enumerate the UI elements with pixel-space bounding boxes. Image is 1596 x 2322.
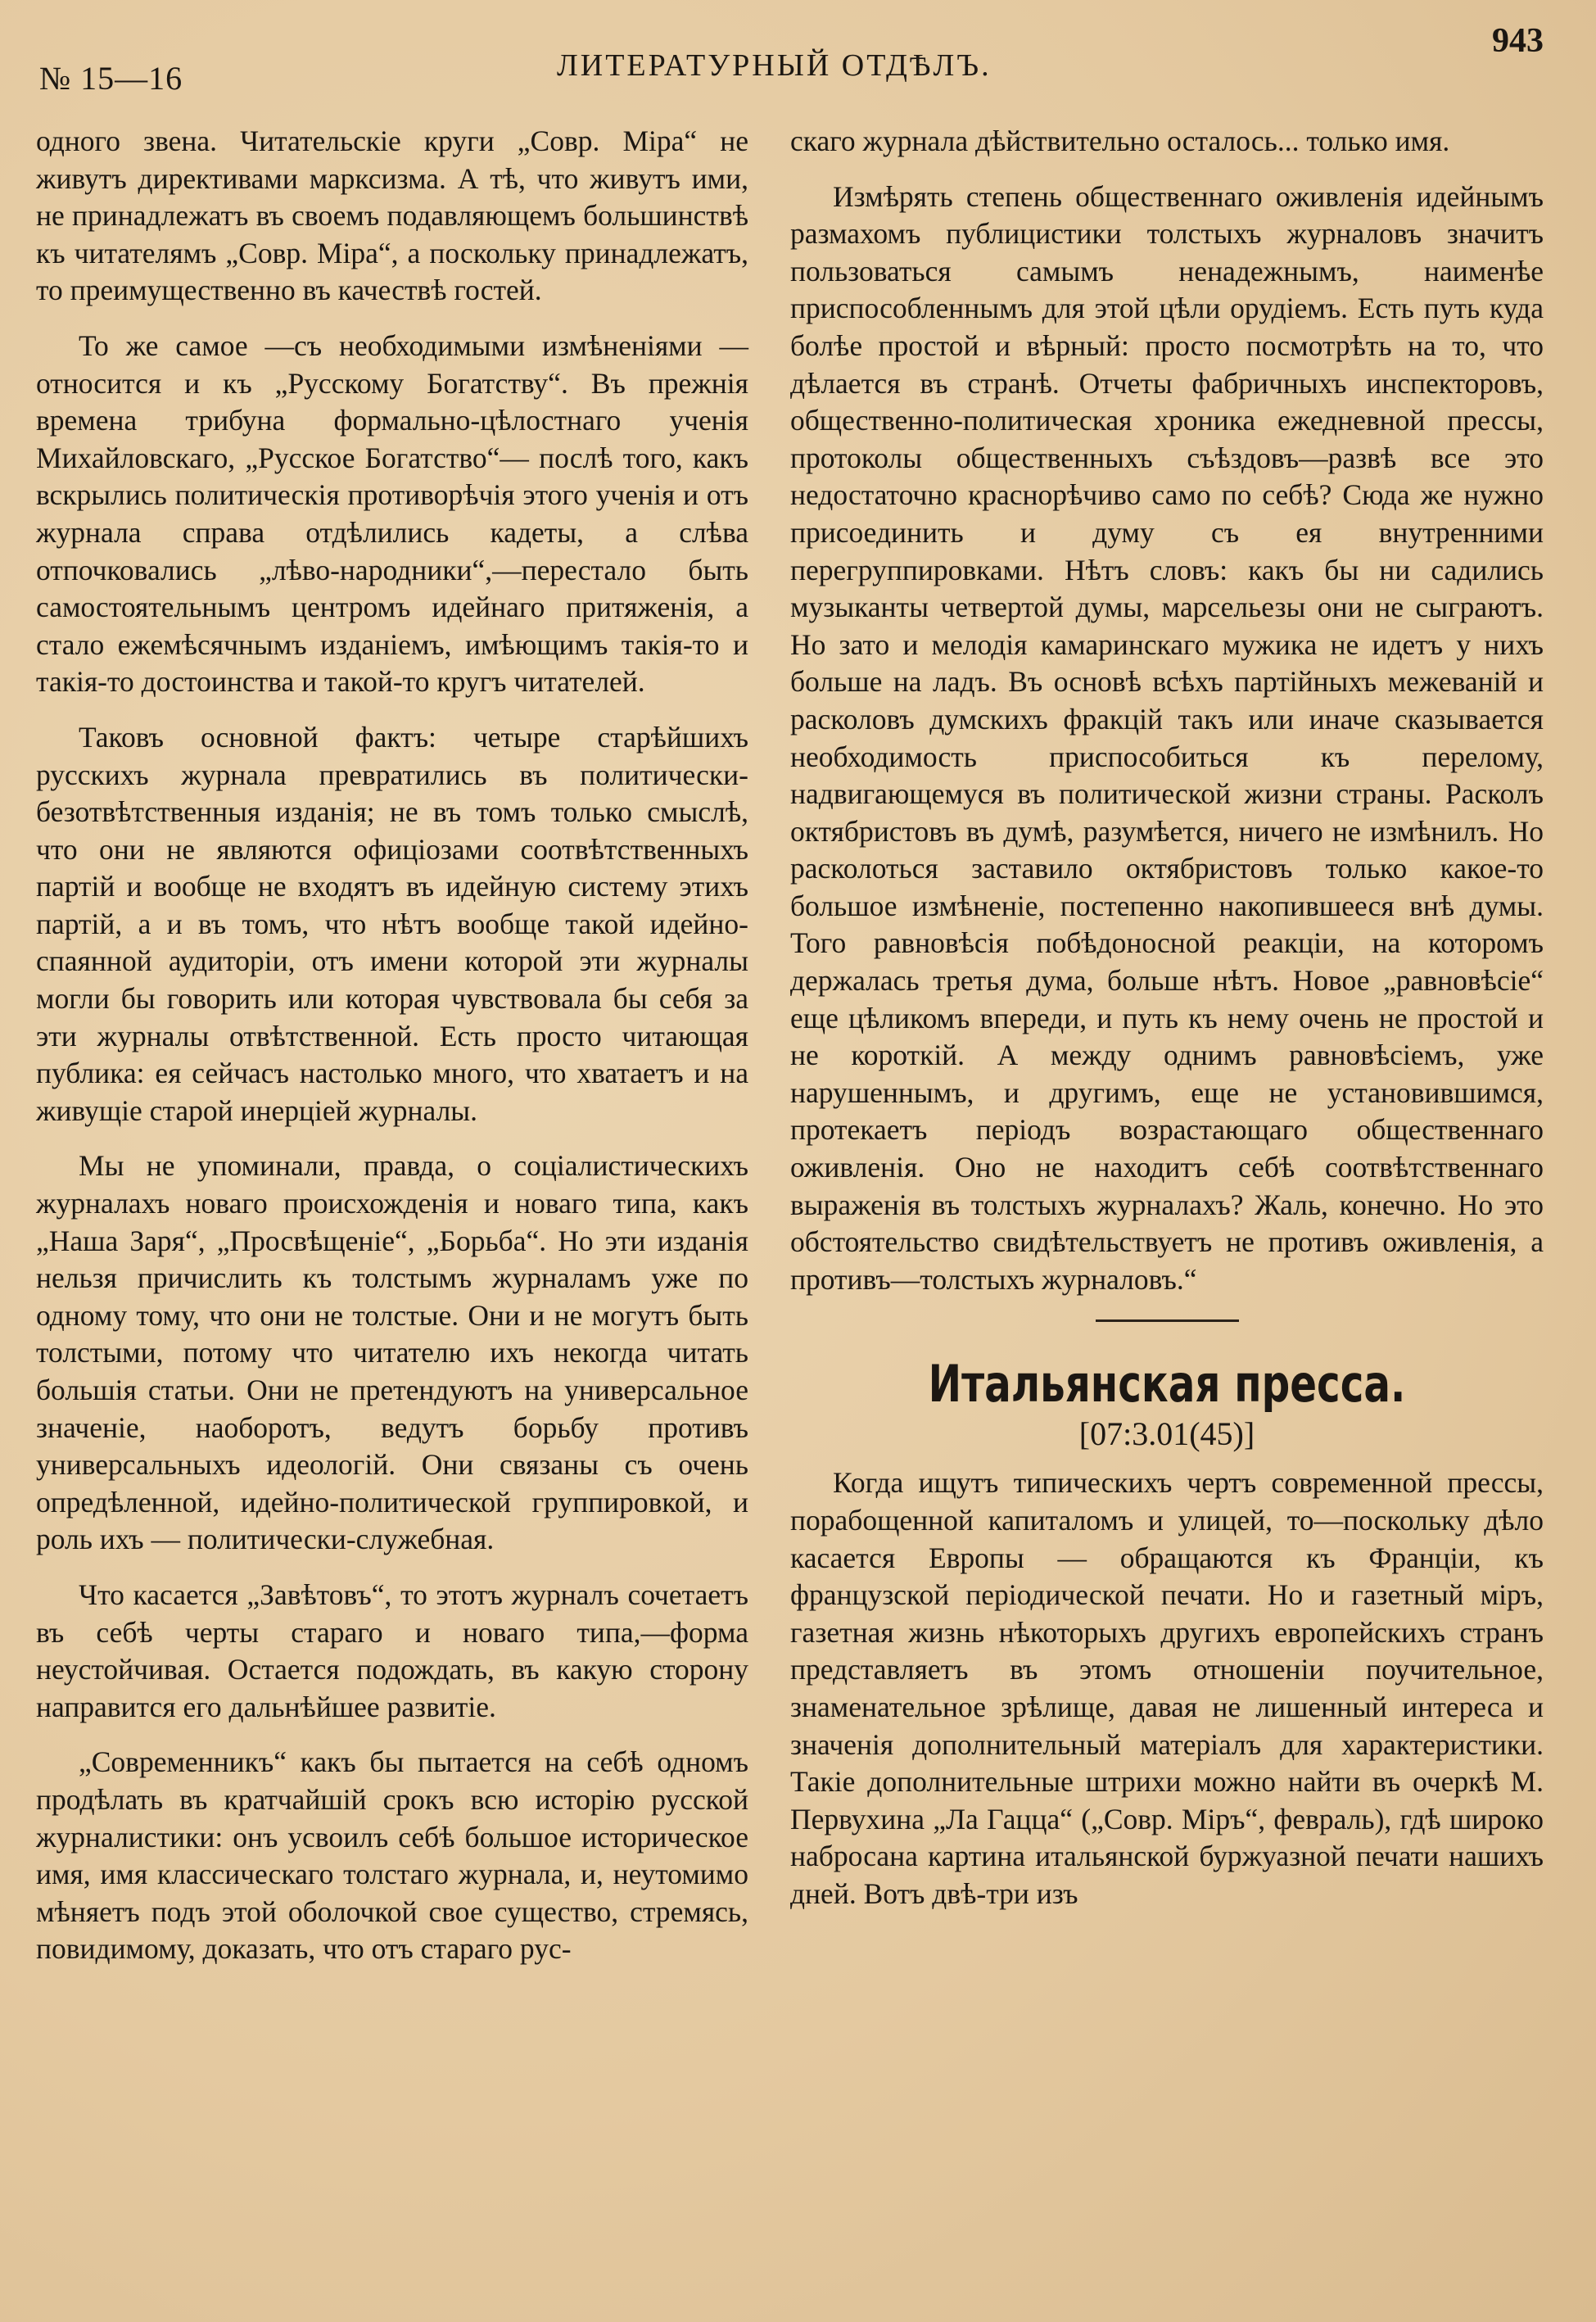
section-divider — [1096, 1319, 1239, 1322]
issue-number: № 15—16 — [39, 60, 183, 97]
paragraph: одного звена. Читательскіе круги „Совр. Міра“ не живутъ директивами марксизма. А тѣ, что живутъ ими, не принадлежатъ въ своемъ подавляющемъ большинствѣ къ читателямъ „Совр. Міра“, а поскольку принадлежатъ, то преимущественно въ качествѣ гостей. — [36, 124, 748, 307]
running-title: ЛИТЕРАТУРНЫЙ ОТДѢЛЪ. — [557, 48, 992, 83]
section-code: [07:3.01(45)] — [1078, 1415, 1255, 1453]
paragraph: Измѣрять степень общественнаго оживленія идейнымъ размахомъ публицистики толстыхъ журналовъ значитъ пользоваться самымъ ненадежнымъ, наименѣе приспособленнымъ для этой цѣли орудіемъ. Есть путь куда болѣе простой и вѣрный: просто посмотрѣть на то, что дѣлается въ странѣ. Отчеты фабричныхъ инспекторовъ, общественно-политическая хроника ежедневной прессы, протоколы общественныхъ съѣздовъ—развѣ все это недостаточно краснорѣчиво само по себѣ? Сюда же нужно присоединить и думу съ ея внутренними перегруппировками. Нѣтъ словъ: какъ бы ни садились музыканты четвертой думы, марсельезы они не сыграютъ. Но зато и мелодія камаринскаго мужика не идетъ у нихъ больше на ладъ. Въ основѣ всѣхъ партійныхъ межеваній и расколовъ думскихъ фракцій такъ или иначе сказывается необходимость приспособиться къ перелому, надвигающемуся въ политической жизни страны. Расколъ октябристовъ въ думѣ, разумѣется, ничего не измѣнилъ. Но расколоться заставило октябристовъ только какое-то большое измѣненіе, постепенно накопившееся внѣ думы. Того равновѣсія побѣдоносной реакціи, на которомъ держалась третья дума, больше нѣтъ. Новое „равновѣсіе“ еще цѣликомъ впереди, и путь къ нему очень не простой и не короткій. А между однимъ равновѣсіемъ, уже нарушеннымъ, и другимъ, еще не установившимся, протекаетъ періодъ возрастающаго общественнаго оживленія. Оно не находитъ себѣ соотвѣтственнаго выраженія въ толстыхъ журналахъ? Жаль, конечно. Но это обстоятельство свидѣтельствуетъ не противъ оживленія, а противъ—толстыхъ журналовъ.“ — [790, 179, 1544, 1296]
paragraph: То же самое —съ необходимыми измѣненіями —относится и къ „Русскому Богатству“. Въ прежнія времена трибуна формально-цѣлостнаго ученія Михайловскаго, „Русское Богатство“— послѣ того, какъ вскрылись политическія противорѣчія этого ученія и отъ журнала справа отдѣлились кадеты, а слѣва отпочковались „лѣво-народники“,—перестало быть самостоятельнымъ центромъ идейнаго притяженія, а стало ежемѣсячнымъ изданіемъ, имѣющимъ такія-то и такія-то достоинства и такой-то кругъ читателей. — [36, 328, 748, 699]
paragraph: Мы не упоминали, правда, о соціалистическихъ журналахъ новаго происхожденія и новаго типа, какъ „Наша Заря“, „Просвѣщеніе“, „Борьба“. Но эти изданія нельзя причислить къ толстымъ журналамъ уже по одному тому, что они не толстые. Они и не могутъ быть толстыми, потому что читателю ихъ некогда читать большія статьи. Они не претендуютъ на универсальное значеніе, наоборотъ, ведутъ борьбу противъ универсальныхъ идеологій. Они связаны съ очень опредѣленной, идейно-политической группировкой, и роль ихъ — политически-служебная. — [36, 1149, 748, 1556]
page-number: 943 — [1492, 22, 1544, 60]
paragraph: Что касается „Завѣтовъ“, то этотъ журналъ сочетаетъ въ себѣ черты стараго и новаго типа,—форма неустойчивая. Остается подождать, въ какую сторону направится его дальнѣйшее развитіе. — [36, 1577, 748, 1723]
page-header — [33, 16, 1544, 106]
right-column — [790, 123, 1544, 1931]
paragraph: „Современникъ“ какъ бы пытается на себѣ одномъ продѣлать въ кратчайшій срокъ всю исторію русской журналистики: онъ усвоилъ себѣ большое историческое имя, имя классическаго толстаго журнала, и, неутомимо мѣняетъ подъ этой оболочкой свое существо, стремясь, повидимому, доказать, что отъ стараго рус- — [36, 1745, 748, 1966]
left-column — [36, 123, 748, 1986]
paragraph: Когда ищутъ типическихъ чертъ современной прессы, порабощенной капиталомъ и улицей, то—поскольку дѣло касается Европы — обращаются къ Франціи, къ французской періодической печати. Но и газетный міръ, газетная жизнь нѣкоторыхъ другихъ европейскихъ странъ представляетъ въ этомъ отношеніи поучительное, знаменательное зрѣлище, давая не лишенный интереса и значенія дополнительный матеріалъ для характеристики. Такіе дополнительные штрихи можно найти въ очеркѣ М. Первухина „Ла Гацца“ („Совр. Міръ“, февраль), гдѣ широко набросана картина итальянской буржуазной печати нашихъ дней. Вотъ двѣ-три изъ — [790, 1466, 1544, 1910]
paragraph: Таковъ основной фактъ: четыре старѣйшихъ русскихъ журнала превратились въ политически-безотвѣтственныя изданія; не въ томъ только смыслѣ, что они не являются офиціозами соотвѣтственныхъ партій и вообще не входятъ въ идейную систему этихъ партій, а и въ томъ, что нѣтъ вообще такой идейно-спаянной аудиторіи, отъ имени которой эти журналы могли бы говорить или которая чувствовала бы себя за эти журналы отвѣтственной. Есть просто читающая публика: ея сейчасъ настолько много, что хватаетъ и на живущіе старой инерціей журналы. — [36, 720, 748, 1127]
section-title: Итальянская пресса. — [928, 1354, 1406, 1414]
paragraph: скаго журнала дѣйствительно осталось... только имя. — [790, 124, 1450, 157]
